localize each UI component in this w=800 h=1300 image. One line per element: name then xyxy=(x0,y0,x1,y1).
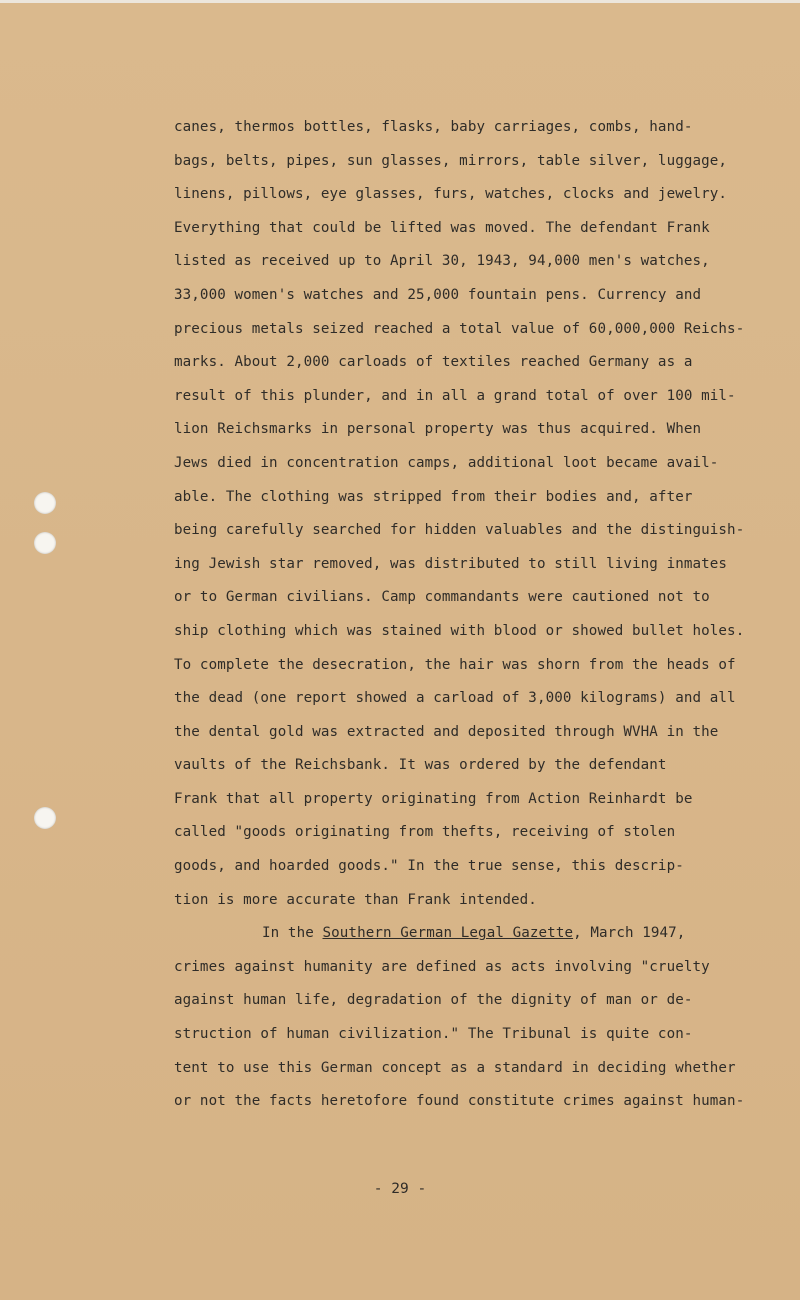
text-line: Everything that could be lifted was moved. The defendant Frank xyxy=(174,219,710,236)
body-text xyxy=(174,111,744,1119)
text-line: the dental gold was extracted and deposited through WVHA in the xyxy=(174,723,719,740)
text-line: the dead (one report showed a carload of 3,000 kilograms) and all xyxy=(174,690,736,707)
text-line: tent to use this German concept as a standard in deciding whether xyxy=(174,1059,736,1076)
text-line: 33,000 women's watches and 25,000 fountain pens. Currency and xyxy=(174,286,702,303)
text-line: marks. About 2,000 carloads of textiles reached Germany as a xyxy=(174,354,693,371)
text-line: canes, thermos bottles, flasks, baby carriages, combs, hand- xyxy=(174,119,693,135)
text-line: Frank that all property originating from Action Reinhardt be xyxy=(174,790,693,807)
text-line: result of this plunder, and in all a grand total of over 100 mil- xyxy=(174,387,736,404)
text-line: or not the facts heretofore found constitute crimes against human- xyxy=(174,1093,745,1110)
text-run: , March 1947, xyxy=(573,925,686,942)
punch-hole xyxy=(34,532,56,554)
text-line: ship clothing which was stained with blood or showed bullet holes. xyxy=(174,622,745,639)
text-line: crimes against humanity are defined as acts involving "cruelty xyxy=(174,958,710,975)
page-number: - 29 - xyxy=(373,1181,427,1197)
paragraph-opening-line xyxy=(174,917,744,951)
text-line: Jews died in concentration camps, additional loot became avail- xyxy=(174,454,719,471)
punch-hole xyxy=(34,492,56,514)
text-line: goods, and hoarded goods." In the true sense, this descrip- xyxy=(174,858,684,875)
text-line: being carefully searched for hidden valuables and the distinguish- xyxy=(174,522,745,539)
text-line: lion Reichsmarks in personal property was thus acquired. When xyxy=(174,421,702,438)
text-line: able. The clothing was stripped from their bodies and, after xyxy=(174,488,693,505)
text-line: precious metals seized reached a total value of 60,000,000 Reichs- xyxy=(174,320,745,337)
text-line: tion is more accurate than Frank intended. xyxy=(174,891,537,908)
text-line: To complete the desecration, the hair was shorn from the heads of xyxy=(174,656,736,673)
text-line: linens, pillows, eye glasses, furs, watches, clocks and jewelry. xyxy=(174,186,728,203)
text-line: struction of human civilization." The Tribunal is quite con- xyxy=(174,1026,693,1043)
text-line: against human life, degradation of the dignity of man or de- xyxy=(174,992,693,1009)
text-line: vaults of the Reichsbank. It was ordered by the defendant xyxy=(174,757,667,774)
publication-title: Southern German Legal Gazette xyxy=(322,925,574,942)
punch-hole xyxy=(34,807,56,829)
text-line: called "goods originating from thefts, receiving of stolen xyxy=(174,824,676,841)
text-line: listed as received up to April 30, 1943, 94,000 men's watches, xyxy=(174,253,710,270)
text-line: bags, belts, pipes, sun glasses, mirrors, table silver, luggage, xyxy=(174,152,728,169)
text-run: In the xyxy=(262,925,323,942)
text-line: or to German civilians. Camp commandants were cautioned not to xyxy=(174,589,710,606)
text-line: ing Jewish star removed, was distributed to still living inmates xyxy=(174,555,728,572)
